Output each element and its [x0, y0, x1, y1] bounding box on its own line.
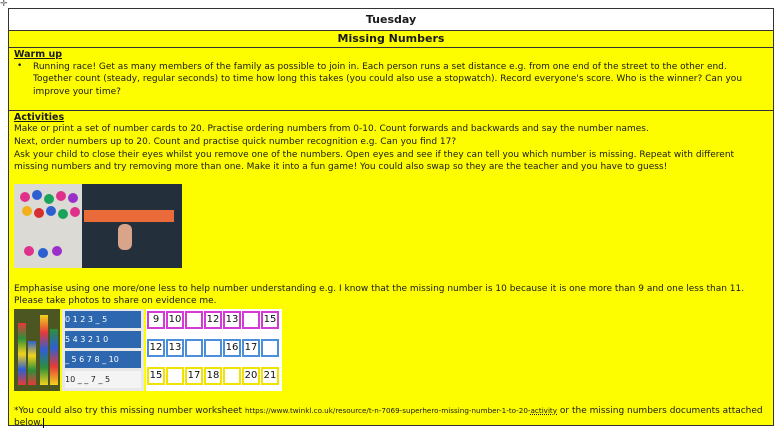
grid-cell: 12 — [147, 339, 165, 357]
bullet-icon: • — [17, 61, 23, 71]
orange-number-cards — [84, 210, 174, 222]
warm-up-text: Running race! Get as many members of the family as possible to join in. Each person runs a set distance e.g. from one end of the street to the other end. Together count (steady, regular seconds) to time how long this takes (you could also use a stopwatch). Record everyone's score. Who is the winner? Can you improve your time? — [33, 62, 743, 97]
grid-cell: 13 — [223, 311, 241, 329]
grid-cell: 13 — [166, 339, 184, 357]
worksheet-url-end[interactable]: activity — [530, 406, 558, 415]
grid-cell: 21 — [261, 367, 279, 385]
bottle-caps-tray — [14, 184, 82, 268]
grid-cell — [223, 367, 241, 385]
grid-cell: 20 — [242, 367, 260, 385]
cube-towers-photo — [14, 309, 60, 391]
card-wall — [82, 184, 182, 268]
grid-cell: 9 — [147, 311, 165, 329]
worksheet-intro: *You could also try this missing number worksheet — [14, 406, 243, 416]
grid-cell: 15 — [147, 367, 165, 385]
grid-cell: 16 — [223, 339, 241, 357]
activity-line-1: Make or print a set of number cards to 20. Practise ordering numbers from 0-10. Count forwards and backwards and say the number names. — [14, 124, 649, 134]
grid-cell — [166, 367, 184, 385]
number-cards-photo — [14, 184, 182, 268]
worksheet-url[interactable]: https://www.twinkl.co.uk/resource/t-n-7069-superhero-missing-number-1-to-20- — [244, 406, 531, 415]
activity-line-2: Next, order numbers up to 20. Count and practise quick number recognition e.g. Can you find 17? — [14, 137, 457, 147]
worksheet-paragraph — [14, 405, 769, 430]
emphasise-text: Emphasise using one more/one less to help number understanding e.g. I know that the missing number is 10 because it is one more than 9 and one less than 11. Please take photos to share on evidence me. — [14, 284, 745, 307]
table-move-handle-icon[interactable]: ✛ — [0, 0, 8, 9]
day-title: Tuesday — [9, 9, 773, 31]
grid-cell: 18 — [204, 367, 222, 385]
grid-cell — [242, 311, 260, 329]
grid-cell — [204, 339, 222, 357]
board-row-1: 0 1 2 3 _ 5 — [65, 311, 141, 328]
number-line-board-photo — [62, 309, 144, 391]
child-hand — [118, 224, 132, 250]
activities-section — [9, 111, 773, 429]
worksheet-link[interactable] — [245, 406, 557, 415]
grid-cell — [261, 339, 279, 357]
lesson-table — [8, 8, 774, 429]
grid-cell: 17 — [242, 339, 260, 357]
grid-cell — [185, 311, 203, 329]
missing-number-grid — [146, 309, 282, 391]
grid-cell: 17 — [185, 367, 203, 385]
activities-heading: Activities — [14, 112, 65, 123]
worksheet-outro: or the missing numbers documents attached below. — [14, 406, 763, 429]
grid-cell — [185, 339, 203, 357]
board-row-3: _ 5 6 7 8 _ 10 — [65, 351, 141, 368]
grid-cell: 10 — [166, 311, 184, 329]
warm-up-heading: Warm up — [14, 49, 63, 60]
lesson-subtitle: Missing Numbers — [9, 31, 773, 48]
warm-up-section — [9, 48, 773, 111]
grid-cell: 12 — [204, 311, 222, 329]
text-cursor — [43, 418, 44, 428]
board-row-2: 5 4 3 2 1 0 — [65, 331, 141, 348]
grid-cell: 15 — [261, 311, 279, 329]
activity-line-3: Ask your child to close their eyes whilst you remove one of the numbers. Open eyes and see if they can tell you which number is missing. Repeat with different missing numbers and try removing more than one. Make it into a fun game! You could also swap so they are the teacher and you have to guess! — [14, 150, 735, 173]
board-row-4: 10 _ _ 7 _ 5 — [65, 371, 141, 388]
